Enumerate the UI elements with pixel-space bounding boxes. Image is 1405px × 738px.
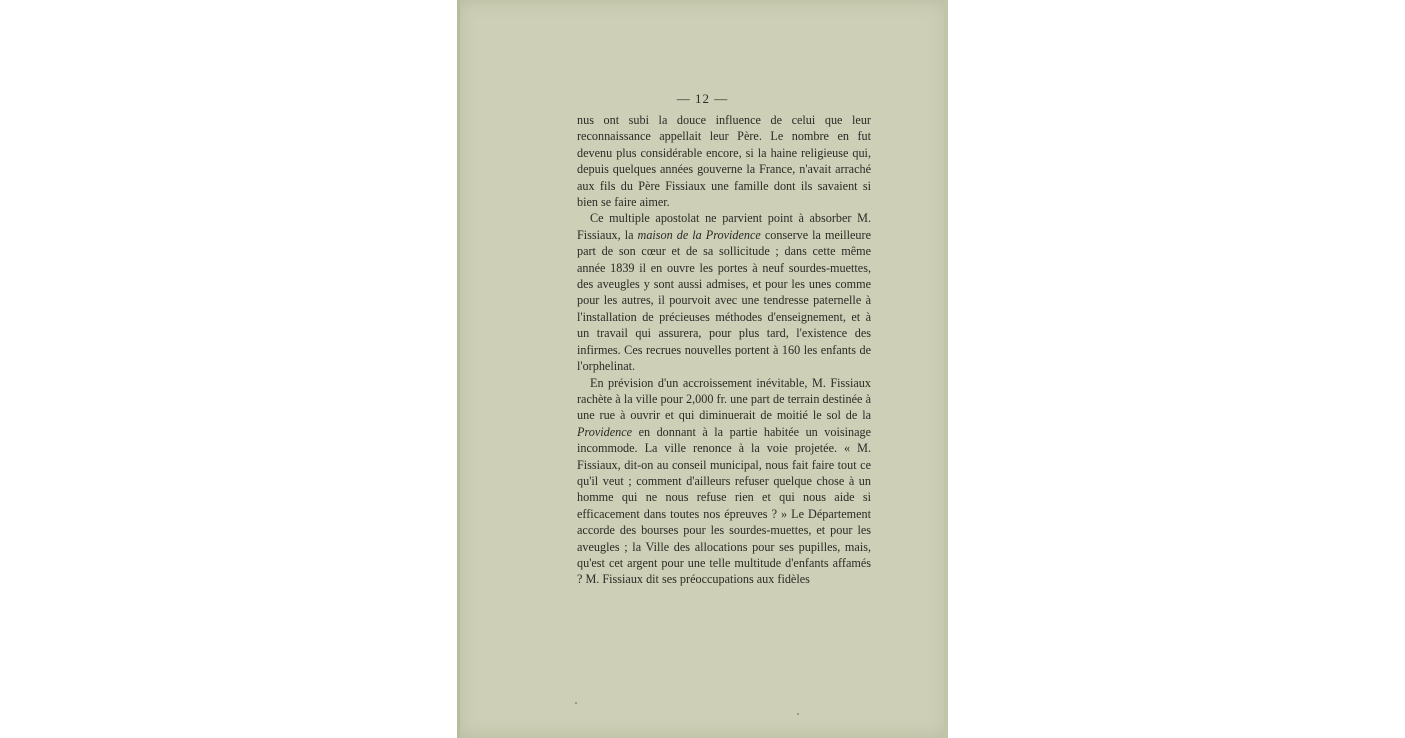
paper-speck (575, 702, 577, 704)
paper-speck (797, 713, 799, 715)
italic-text: maison de la Providence (637, 227, 761, 242)
text-run: En prévision d'un accroissement inévitable, M. Fissiaux rachète à la ville pour 2,000 fr. une part de terrain destinée à une rue à ouvrir et qui diminuerait de moitié le sol de la (577, 375, 871, 423)
page-edge-right (944, 0, 948, 738)
text-run: Ce multiple apostolat ne parvient point à absorber M. Fissiaux, la (577, 211, 871, 242)
paragraph (577, 375, 871, 588)
text-run: nus ont subi la douce influence de celui que leur reconnaissance appellait leur Père. Le nombre en fut devenu plus considérable encore, si la haine religieuse qui, depuis quelques années gouverne la France, n'avait arraché aux fils du Père Fissiaux une famille dont ils savaient si bien se faire aimer. (577, 113, 871, 210)
paragraph (577, 210, 871, 374)
text-run: en donnant à la partie habitée un voisinage incommode. La ville renonce à la voie projetée. « M. Fissiaux, dit-on au conseil municipal, nous fait faire tout ce qu'il veut ; comment d'ailleurs refuser quelque chose à un homme qui ne nous refuse rien et qui nous aide si efficacement dans toutes nos épreuves ? » Le Département accorde des bourses pour les sourdes-muettes, et pour les aveugles ; la Ville des allocations pour ses pupilles, mais, qu'est cet argent pour une telle multitude d'enfants affamés ? M. Fissiaux dit ses préoccupations aux fidèles (577, 424, 871, 587)
paragraph (577, 112, 871, 210)
page-number: — 12 — (676, 91, 729, 106)
text-run: conserve la meilleure part de son cœur et de sa sollicitude ; dans cette même année 1839 il en ouvre les portes à neuf sourdes-muettes, des aveugles y sont aussi admises, et pour les unes comme pour les autres, il pourvoit avec une tendresse paternelle à l'installation de précieuses méthodes d'enseignement, et à un travail qui assurera, pour plus tard, l'existence des infirmes. Ces recrues nouvelles portent à 160 les enfants de l'orphelinat. (577, 227, 871, 374)
italic-text: Providence (577, 424, 633, 439)
page-edge-left (457, 0, 460, 738)
scanned-page (457, 0, 948, 738)
page-body-text (577, 112, 871, 588)
